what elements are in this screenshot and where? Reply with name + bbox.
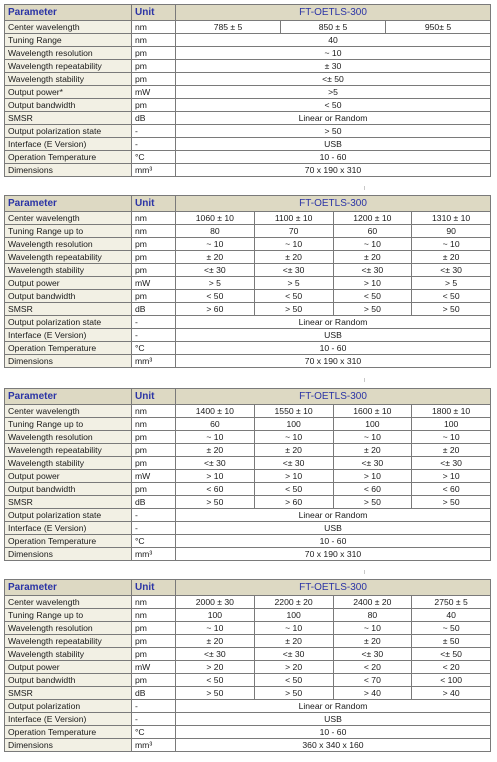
table-row: [5, 622, 491, 635]
value-cell: > 50: [176, 496, 255, 509]
parameter-name: Interface (E Version): [5, 713, 132, 726]
table-row: [5, 86, 491, 99]
header-row: [5, 5, 491, 21]
parameter-name: Wavelength stability: [5, 457, 132, 470]
header-row: [5, 196, 491, 212]
table-row: [5, 609, 491, 622]
unit-cell: nm: [132, 34, 176, 47]
value-cell: USB: [176, 138, 491, 151]
parameter-name: Wavelength repeatability: [5, 444, 132, 457]
table-row: [5, 303, 491, 316]
value-cell: > 5: [254, 277, 333, 290]
value-cell: <± 30: [412, 264, 491, 277]
value-cell: ~ 10: [254, 238, 333, 251]
value-cell: < 50: [176, 99, 491, 112]
table-row: [5, 151, 491, 164]
parameter-name: Tuning Range up to: [5, 609, 132, 622]
value-cell: ± 20: [333, 444, 412, 457]
value-cell: 1550 ± 10: [254, 405, 333, 418]
value-cell: ± 20: [176, 635, 255, 648]
table-row: [5, 635, 491, 648]
value-cell: 850 ± 5: [281, 21, 386, 34]
parameter-name: Wavelength stability: [5, 648, 132, 661]
parameter-name: Center wavelength: [5, 21, 132, 34]
parameter-name: Interface (E Version): [5, 522, 132, 535]
value-cell: ± 50: [412, 635, 491, 648]
value-cell: 40: [176, 34, 491, 47]
unit-cell: pm: [132, 290, 176, 303]
table-row: [5, 212, 491, 225]
unit-cell: °C: [132, 151, 176, 164]
unit-cell: nm: [132, 21, 176, 34]
value-cell: < 20: [333, 661, 412, 674]
value-cell: 70 x 190 x 310: [176, 164, 491, 177]
value-cell: > 40: [333, 687, 412, 700]
value-cell: > 40: [412, 687, 491, 700]
value-cell: 360 x 340 x 160: [176, 739, 491, 752]
value-cell: < 50: [412, 290, 491, 303]
value-cell: > 20: [254, 661, 333, 674]
table-row: [5, 648, 491, 661]
value-cell: 10 - 60: [176, 151, 491, 164]
value-cell: 2400 ± 20: [333, 596, 412, 609]
table-row: [5, 316, 491, 329]
table-row: [5, 522, 491, 535]
parameter-name: Output bandwidth: [5, 99, 132, 112]
unit-cell: mm³: [132, 739, 176, 752]
table-row: [5, 700, 491, 713]
unit-cell: pm: [132, 622, 176, 635]
parameter-name: Output polarization state: [5, 316, 132, 329]
parameter-name: Wavelength resolution: [5, 47, 132, 60]
header-model: FT-OETLS-300: [176, 196, 491, 212]
parameter-name: Output bandwidth: [5, 674, 132, 687]
value-cell: 1400 ± 10: [176, 405, 255, 418]
header-unit: Unit: [132, 389, 176, 405]
value-cell: > 10: [254, 470, 333, 483]
value-cell: > 10: [333, 277, 412, 290]
value-cell: > 10: [412, 470, 491, 483]
value-cell: >5: [176, 86, 491, 99]
parameter-name: Wavelength resolution: [5, 622, 132, 635]
value-cell: 100: [333, 418, 412, 431]
header-model: FT-OETLS-300: [176, 389, 491, 405]
parameter-name: Dimensions: [5, 355, 132, 368]
value-cell: ~ 10: [412, 238, 491, 251]
parameter-name: Center wavelength: [5, 405, 132, 418]
table-row: [5, 661, 491, 674]
value-cell: <± 30: [333, 648, 412, 661]
unit-cell: nm: [132, 596, 176, 609]
unit-cell: pm: [132, 238, 176, 251]
unit-cell: °C: [132, 342, 176, 355]
value-cell: 950± 5: [386, 21, 491, 34]
value-cell: < 50: [176, 290, 255, 303]
unit-cell: °C: [132, 726, 176, 739]
table-row: [5, 739, 491, 752]
value-cell: Linear or Random: [176, 509, 491, 522]
header-unit: Unit: [132, 5, 176, 21]
parameter-name: Output power*: [5, 86, 132, 99]
unit-cell: dB: [132, 303, 176, 316]
value-cell: 1200 ± 10: [333, 212, 412, 225]
value-cell: 1100 ± 10: [254, 212, 333, 225]
value-cell: > 60: [254, 496, 333, 509]
value-cell: > 50: [176, 687, 255, 700]
table-row: [5, 418, 491, 431]
value-cell: ± 20: [333, 635, 412, 648]
value-cell: > 20: [176, 661, 255, 674]
value-cell: ~ 10: [333, 431, 412, 444]
unit-cell: °C: [132, 535, 176, 548]
value-cell: 70 x 190 x 310: [176, 355, 491, 368]
unit-cell: mW: [132, 661, 176, 674]
spec-table-3: [4, 388, 491, 561]
value-cell: USB: [176, 713, 491, 726]
value-cell: <± 30: [176, 648, 255, 661]
unit-cell: nm: [132, 609, 176, 622]
value-cell: ~ 10: [333, 238, 412, 251]
unit-cell: pm: [132, 648, 176, 661]
unit-cell: dB: [132, 687, 176, 700]
value-cell: 80: [176, 225, 255, 238]
unit-cell: pm: [132, 60, 176, 73]
value-cell: > 50: [254, 687, 333, 700]
unit-cell: -: [132, 713, 176, 726]
value-cell: 100: [176, 609, 255, 622]
value-cell: < 100: [412, 674, 491, 687]
parameter-name: SMSR: [5, 496, 132, 509]
value-cell: <± 50: [176, 73, 491, 86]
value-cell: ~ 10: [254, 431, 333, 444]
header-unit: Unit: [132, 580, 176, 596]
parameter-name: Wavelength repeatability: [5, 251, 132, 264]
parameter-name: SMSR: [5, 687, 132, 700]
unit-cell: -: [132, 138, 176, 151]
value-cell: 90: [412, 225, 491, 238]
value-cell: 10 - 60: [176, 342, 491, 355]
unit-cell: nm: [132, 212, 176, 225]
value-cell: < 60: [333, 483, 412, 496]
table-row: [5, 674, 491, 687]
unit-cell: -: [132, 125, 176, 138]
value-cell: ~ 10: [176, 622, 255, 635]
table-row: [5, 355, 491, 368]
table-row: [5, 73, 491, 86]
value-cell: <± 30: [333, 457, 412, 470]
value-cell: 70: [254, 225, 333, 238]
table-row: [5, 405, 491, 418]
table-row: [5, 713, 491, 726]
header-parameter: Parameter: [5, 580, 132, 596]
value-cell: 100: [254, 609, 333, 622]
unit-cell: pm: [132, 99, 176, 112]
parameter-name: Output polarization state: [5, 509, 132, 522]
header-model: FT-OETLS-300: [176, 580, 491, 596]
value-cell: > 10: [333, 470, 412, 483]
table-row: [5, 329, 491, 342]
value-cell: <± 30: [412, 457, 491, 470]
value-cell: ~ 50: [412, 622, 491, 635]
value-cell: < 70: [333, 674, 412, 687]
value-cell: USB: [176, 522, 491, 535]
unit-cell: dB: [132, 496, 176, 509]
value-cell: 785 ± 5: [176, 21, 281, 34]
value-cell: 70 x 190 x 310: [176, 548, 491, 561]
table-row: [5, 457, 491, 470]
table-row: [5, 342, 491, 355]
unit-cell: nm: [132, 405, 176, 418]
value-cell: > 5: [176, 277, 255, 290]
parameter-name: Operation Temperature: [5, 535, 132, 548]
value-cell: <± 50: [412, 648, 491, 661]
value-cell: 2000 ± 30: [176, 596, 255, 609]
table-row: [5, 112, 491, 125]
header-row: [5, 580, 491, 596]
unit-cell: pm: [132, 73, 176, 86]
unit-cell: mW: [132, 470, 176, 483]
parameter-name: Interface (E Version): [5, 329, 132, 342]
parameter-name: Output power: [5, 470, 132, 483]
value-cell: ± 20: [254, 635, 333, 648]
value-cell: 10 - 60: [176, 535, 491, 548]
table-row: [5, 470, 491, 483]
value-cell: 2200 ± 20: [254, 596, 333, 609]
value-cell: Linear or Random: [176, 112, 491, 125]
table-row: [5, 726, 491, 739]
unit-cell: nm: [132, 225, 176, 238]
table-row: [5, 21, 491, 34]
table-row: [5, 548, 491, 561]
unit-cell: -: [132, 316, 176, 329]
value-cell: < 50: [333, 290, 412, 303]
parameter-name: Tuning Range up to: [5, 418, 132, 431]
divider-mark: [364, 186, 365, 190]
divider-mark: [364, 378, 365, 382]
parameter-name: Interface (E Version): [5, 138, 132, 151]
value-cell: > 5: [412, 277, 491, 290]
unit-cell: pm: [132, 674, 176, 687]
table-row: [5, 535, 491, 548]
table-row: [5, 290, 491, 303]
value-cell: ~ 10: [412, 431, 491, 444]
parameter-name: Operation Temperature: [5, 342, 132, 355]
table-row: [5, 483, 491, 496]
value-cell: 100: [254, 418, 333, 431]
unit-cell: mm³: [132, 164, 176, 177]
table-row: [5, 99, 491, 112]
parameter-name: SMSR: [5, 303, 132, 316]
value-cell: USB: [176, 329, 491, 342]
header-parameter: Parameter: [5, 389, 132, 405]
value-cell: ~ 10: [333, 622, 412, 635]
unit-cell: pm: [132, 251, 176, 264]
value-cell: > 60: [176, 303, 255, 316]
unit-cell: pm: [132, 47, 176, 60]
value-cell: < 50: [254, 483, 333, 496]
value-cell: < 50: [176, 674, 255, 687]
parameter-name: Center wavelength: [5, 212, 132, 225]
unit-cell: pm: [132, 431, 176, 444]
value-cell: < 50: [254, 674, 333, 687]
value-cell: 1800 ± 10: [412, 405, 491, 418]
value-cell: <± 30: [333, 264, 412, 277]
unit-cell: pm: [132, 264, 176, 277]
table-row: [5, 509, 491, 522]
table-row: [5, 277, 491, 290]
value-cell: > 50: [412, 496, 491, 509]
unit-cell: mm³: [132, 548, 176, 561]
value-cell: 1600 ± 10: [333, 405, 412, 418]
table-row: [5, 125, 491, 138]
unit-cell: pm: [132, 457, 176, 470]
parameter-name: Operation Temperature: [5, 151, 132, 164]
value-cell: ± 20: [176, 251, 255, 264]
unit-cell: mW: [132, 86, 176, 99]
table-row: [5, 34, 491, 47]
parameter-name: Dimensions: [5, 164, 132, 177]
table-row: [5, 47, 491, 60]
header-parameter: Parameter: [5, 196, 132, 212]
parameter-name: Wavelength stability: [5, 264, 132, 277]
header-row: [5, 389, 491, 405]
parameter-name: Output power: [5, 661, 132, 674]
value-cell: ~ 10: [176, 431, 255, 444]
value-cell: <± 30: [254, 264, 333, 277]
table-row: [5, 60, 491, 73]
value-cell: <± 30: [254, 648, 333, 661]
spec-table-4: [4, 579, 491, 752]
unit-cell: pm: [132, 444, 176, 457]
table-row: [5, 596, 491, 609]
value-cell: ± 20: [254, 251, 333, 264]
parameter-name: Output polarization state: [5, 125, 132, 138]
parameter-name: SMSR: [5, 112, 132, 125]
unit-cell: nm: [132, 418, 176, 431]
table-row: [5, 251, 491, 264]
value-cell: 80: [333, 609, 412, 622]
value-cell: ~ 10: [176, 238, 255, 251]
unit-cell: -: [132, 700, 176, 713]
unit-cell: dB: [132, 112, 176, 125]
unit-cell: pm: [132, 635, 176, 648]
unit-cell: -: [132, 509, 176, 522]
value-cell: < 50: [254, 290, 333, 303]
parameter-name: Wavelength resolution: [5, 431, 132, 444]
parameter-name: Wavelength repeatability: [5, 60, 132, 73]
value-cell: < 60: [176, 483, 255, 496]
unit-cell: mm³: [132, 355, 176, 368]
value-cell: 60: [333, 225, 412, 238]
value-cell: ± 30: [176, 60, 491, 73]
parameter-name: Output bandwidth: [5, 290, 132, 303]
value-cell: 100: [412, 418, 491, 431]
table-row: [5, 444, 491, 457]
table-row: [5, 264, 491, 277]
parameter-name: Output polarization: [5, 700, 132, 713]
parameter-name: Center wavelength: [5, 596, 132, 609]
value-cell: > 50: [254, 303, 333, 316]
parameter-name: Wavelength stability: [5, 73, 132, 86]
value-cell: 10 - 60: [176, 726, 491, 739]
parameter-name: Tuning Range up to: [5, 225, 132, 238]
value-cell: 40: [412, 609, 491, 622]
value-cell: 2750 ± 5: [412, 596, 491, 609]
table-row: [5, 225, 491, 238]
value-cell: > 10: [176, 470, 255, 483]
value-cell: ~ 10: [176, 47, 491, 60]
spec-table-2: [4, 195, 491, 368]
value-cell: ± 20: [412, 444, 491, 457]
value-cell: 60: [176, 418, 255, 431]
parameter-name: Dimensions: [5, 739, 132, 752]
unit-cell: pm: [132, 483, 176, 496]
unit-cell: mW: [132, 277, 176, 290]
value-cell: <± 30: [176, 457, 255, 470]
parameter-name: Wavelength repeatability: [5, 635, 132, 648]
parameter-name: Output power: [5, 277, 132, 290]
table-row: [5, 138, 491, 151]
header-unit: Unit: [132, 196, 176, 212]
value-cell: > 50: [333, 303, 412, 316]
value-cell: < 60: [412, 483, 491, 496]
value-cell: < 20: [412, 661, 491, 674]
value-cell: <± 30: [254, 457, 333, 470]
value-cell: ± 20: [333, 251, 412, 264]
parameter-name: Output bandwidth: [5, 483, 132, 496]
header-model: FT-OETLS-300: [176, 5, 491, 21]
unit-cell: -: [132, 522, 176, 535]
table-row: [5, 164, 491, 177]
value-cell: <± 30: [176, 264, 255, 277]
value-cell: ± 20: [176, 444, 255, 457]
table-row: [5, 431, 491, 444]
divider-mark: [364, 570, 365, 574]
value-cell: Linear or Random: [176, 700, 491, 713]
value-cell: ± 20: [412, 251, 491, 264]
parameter-name: Dimensions: [5, 548, 132, 561]
table-row: [5, 687, 491, 700]
table-row: [5, 238, 491, 251]
parameter-name: Tuning Range: [5, 34, 132, 47]
value-cell: > 50: [412, 303, 491, 316]
parameter-name: Operation Temperature: [5, 726, 132, 739]
value-cell: ~ 10: [254, 622, 333, 635]
value-cell: ± 20: [254, 444, 333, 457]
header-parameter: Parameter: [5, 5, 132, 21]
parameter-name: Wavelength resolution: [5, 238, 132, 251]
spec-table-1: [4, 4, 491, 177]
value-cell: Linear or Random: [176, 316, 491, 329]
value-cell: > 50: [176, 125, 491, 138]
unit-cell: -: [132, 329, 176, 342]
value-cell: > 50: [333, 496, 412, 509]
value-cell: 1060 ± 10: [176, 212, 255, 225]
value-cell: 1310 ± 10: [412, 212, 491, 225]
table-row: [5, 496, 491, 509]
